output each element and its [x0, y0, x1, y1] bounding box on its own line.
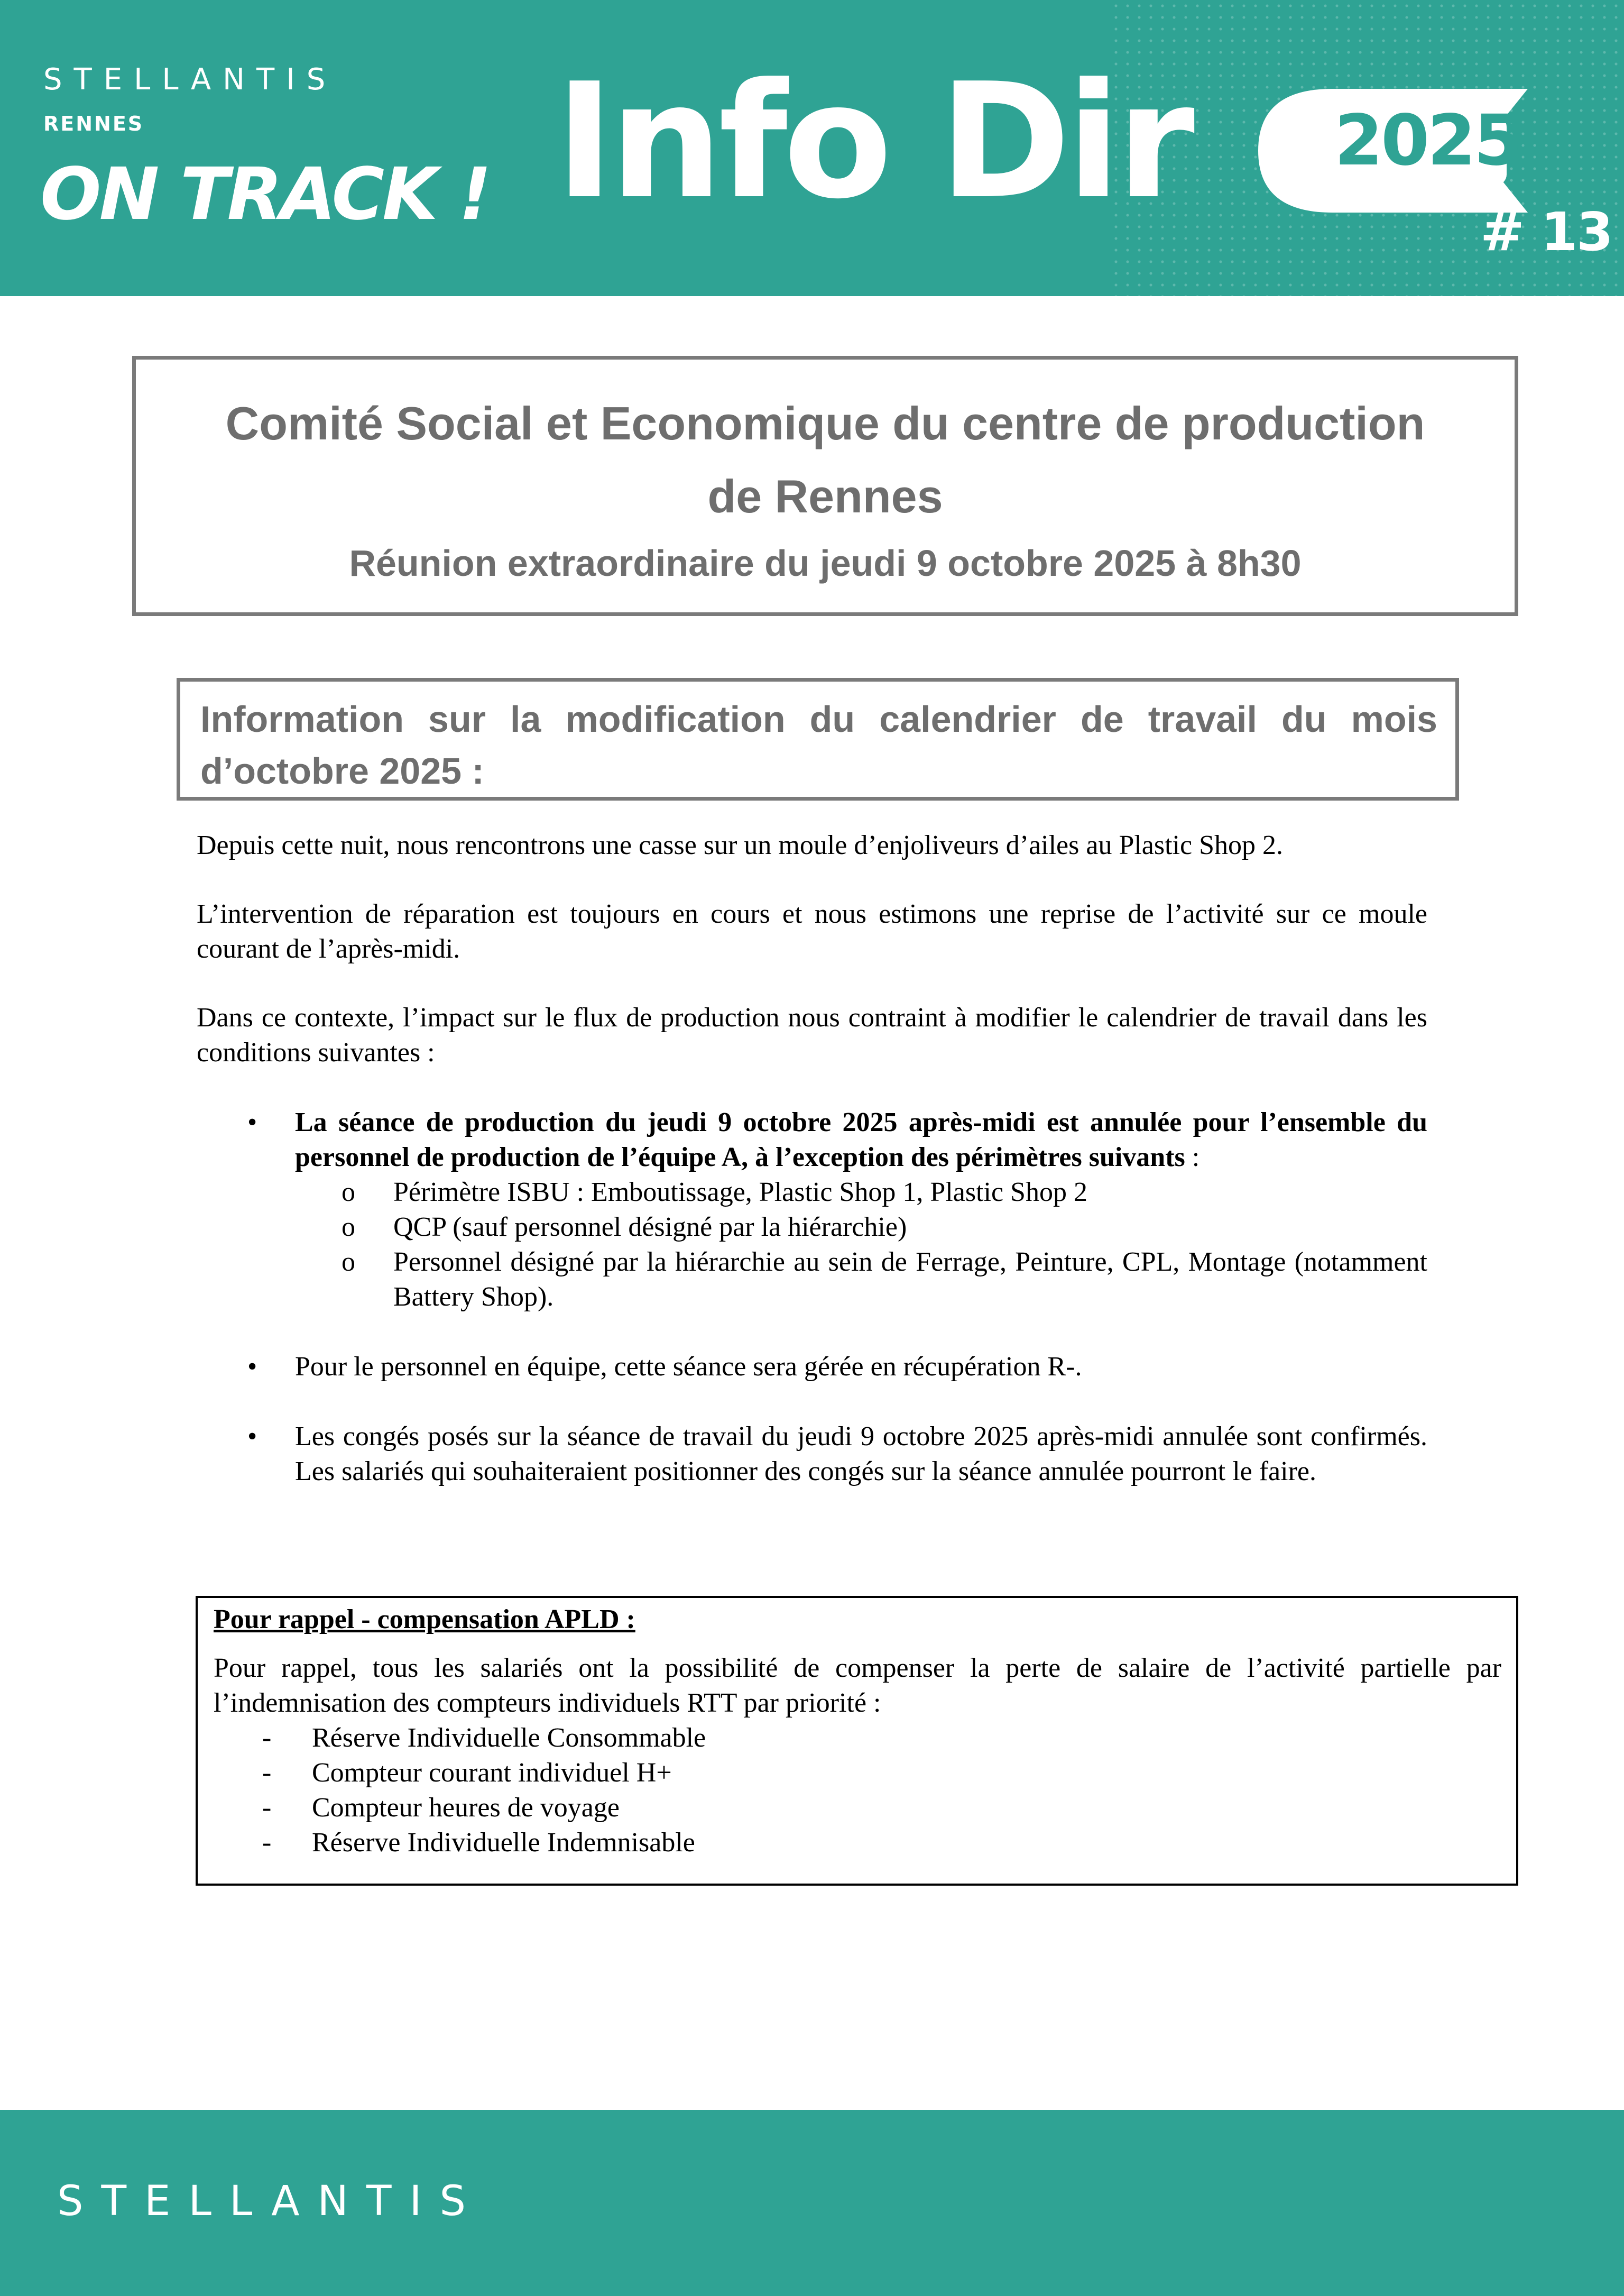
hollow-circle-icon: o — [342, 1247, 355, 1277]
year-badge — [1253, 85, 1533, 217]
sub-item-text: Périmètre ISBU : Emboutissage, Plastic Shop 1, Plastic Shop 2 — [393, 1177, 1087, 1207]
site-name: RENNES — [43, 112, 144, 135]
bullet-dot-icon: • — [247, 1107, 257, 1137]
conditions-list — [197, 1105, 1427, 1489]
rappel-box — [196, 1596, 1518, 1886]
hollow-circle-icon: o — [342, 1177, 355, 1207]
bullet-2-text: Pour le personnel en équipe, cette séance sera gérée en récupération R-. — [295, 1352, 1082, 1382]
stellantis-logo: STELLANTIS — [43, 62, 337, 97]
list-item — [197, 1105, 1427, 1315]
rappel-title: Pour rappel - compensation APLD : — [214, 1604, 635, 1634]
list-item — [197, 1245, 1427, 1315]
meeting-subtitle: Réunion extraordinaire du jeudi 9 octobre 2025 à 8h30 — [349, 543, 1302, 584]
paragraph-3: Dans ce contexte, l’impact sur le flux de production nous contraint à modifier le calendrier de travail dans les conditions suivantes : — [197, 1003, 1427, 1068]
meeting-title — [136, 387, 1515, 533]
sub-item-text: QCP (sauf personnel désigné par la hiérarchie) — [393, 1212, 907, 1242]
rappel-item-text: Réserve Individuelle Indemnisable — [312, 1827, 695, 1858]
paragraph-1: Depuis cette nuit, nous rencontrons une casse sur un moule d’enjoliveurs d’ailes au Plastic Shop 2. — [197, 830, 1284, 860]
list-item — [214, 1721, 706, 1756]
bullet-dot-icon: • — [247, 1352, 257, 1382]
rappel-list — [214, 1721, 706, 1860]
dash-icon: - — [262, 1827, 272, 1858]
list-item — [197, 1419, 1427, 1489]
sub-item-text: Personnel désigné par la hiérarchie au sein de Ferrage, Peinture, CPL, Montage (notamment Battery Shop). — [393, 1247, 1427, 1312]
rappel-item-text: Compteur heures de voyage — [312, 1793, 620, 1823]
issue-number: # 13 — [1480, 201, 1612, 263]
list-item — [197, 1210, 1427, 1245]
list-item — [197, 1175, 1427, 1210]
year-label: 2025 — [1334, 100, 1520, 181]
dash-icon: - — [262, 1758, 272, 1788]
section-heading-box — [177, 678, 1459, 801]
list-item — [214, 1756, 706, 1790]
exceptions-list — [197, 1175, 1427, 1315]
meeting-title-line-1: Comité Social et Economique du centre de production — [225, 397, 1425, 449]
header-banner — [0, 0, 1624, 296]
section-heading: Information sur la modification du calendrier de travail du mois d’octobre 2025 : — [200, 699, 1437, 792]
bullet-dot-icon: • — [247, 1421, 257, 1452]
footer-banner — [0, 2110, 1624, 2296]
rappel-item-text: Réserve Individuelle Consommable — [312, 1723, 706, 1753]
list-item — [197, 1349, 1427, 1384]
publication-title: Info Dir — [555, 49, 1191, 234]
list-item — [214, 1825, 706, 1860]
slogan: ON TRACK ! — [40, 153, 490, 236]
bullet-3-text: Les congés posés sur la séance de travail du jeudi 9 octobre 2025 après-midi annulée sont confirmés. Les salariés qui souhaiteraient positionner des congés sur la séance annulée pourront le faire. — [295, 1421, 1427, 1486]
rappel-intro: Pour rappel, tous les salariés ont la possibilité de compenser la perte de salaire de l’activité partielle par l’indemnisation des compteurs individuels RTT par priorité : — [214, 1653, 1501, 1718]
paragraph-2: L’intervention de réparation est toujours en cours et nous estimons une reprise de l’activité sur ce moule courant de l’après-midi. — [197, 899, 1427, 964]
rappel-item-text: Compteur courant individuel H+ — [312, 1758, 672, 1788]
meeting-title-box — [132, 356, 1518, 616]
dash-icon: - — [262, 1793, 272, 1823]
list-item — [214, 1790, 706, 1825]
meeting-title-line-2: de Rennes — [707, 470, 943, 522]
hollow-circle-icon: o — [342, 1212, 355, 1242]
bullet-1-tail: : — [1185, 1142, 1200, 1172]
dash-icon: - — [262, 1723, 272, 1753]
footer-stellantis-logo: STELLANTIS — [57, 2178, 484, 2225]
bullet-1-bold: La séance de production du jeudi 9 octobre 2025 après-midi est annulée pour l’ensemble du personnel de production de l’équipe A, à l’exception des périmètres suivants — [295, 1107, 1427, 1172]
